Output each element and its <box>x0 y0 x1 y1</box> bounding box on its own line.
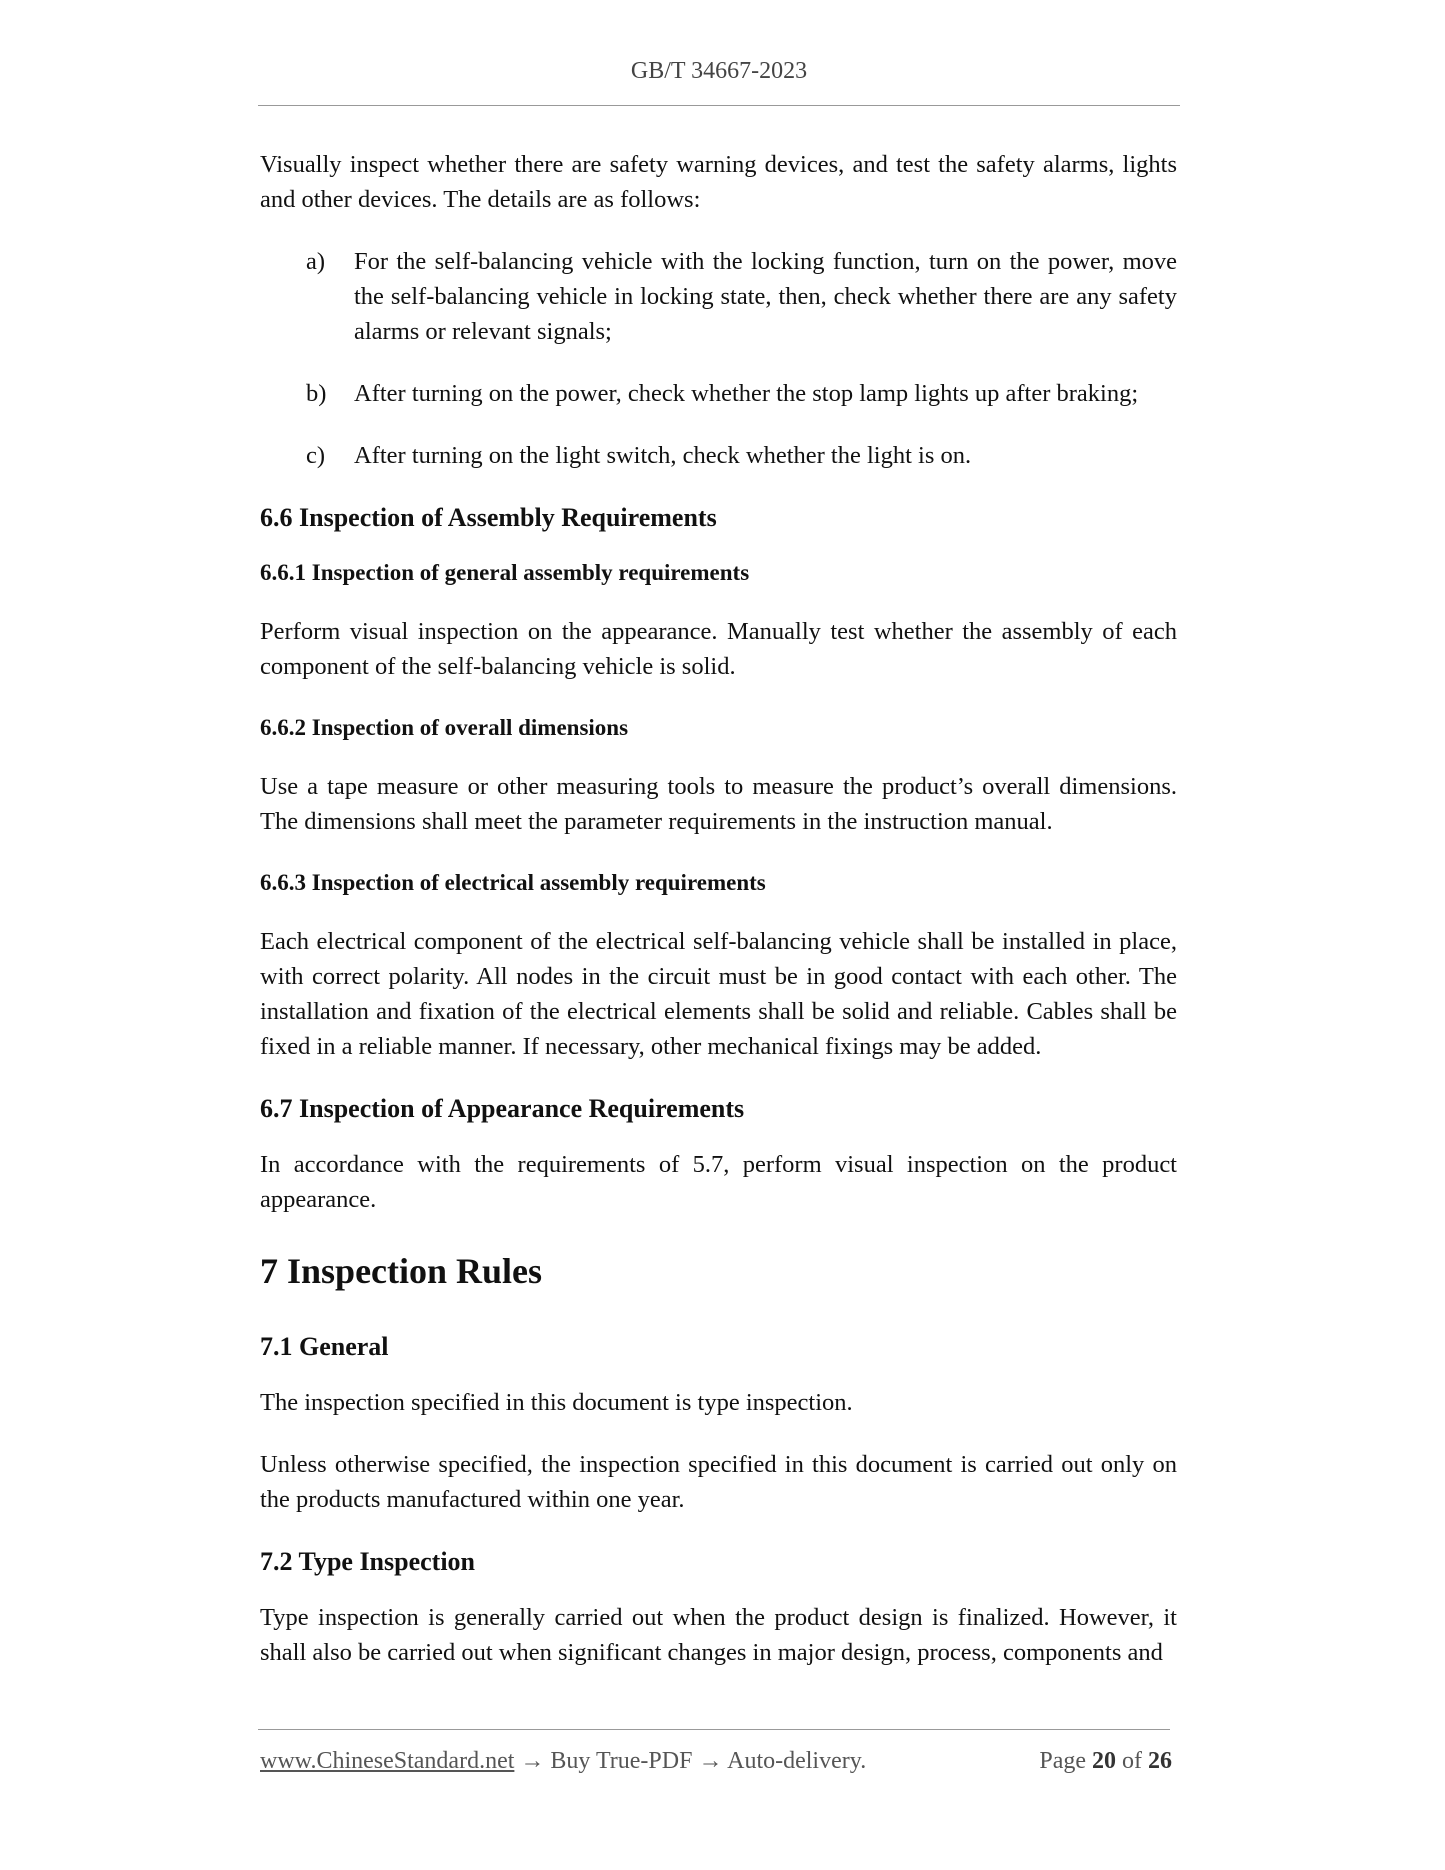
list-marker: b) <box>306 380 327 407</box>
page-header: GB/T 34667-2023 <box>630 58 808 84</box>
of-label: of <box>1122 1748 1142 1774</box>
footer-tagline: → Buy True-PDF → Auto-delivery. <box>514 1748 867 1774</box>
chapter-heading-7: 7 Inspection Rules <box>260 1251 543 1291</box>
section-heading-7-2: 7.2 Type Inspection <box>260 1547 476 1576</box>
page-footer <box>260 1744 1172 1778</box>
paragraph-7-2: Type inspection is generally carried out when the product design is finalized. However, it shall also be carried out when significant changes in major design, process, components and <box>260 1604 1177 1666</box>
page-indicator <box>1039 1744 1172 1778</box>
list-item <box>260 244 1177 349</box>
intro-paragraph: Visually inspect whether there are safety warning devices, and test the safety alarms, lights and other devices. The details are as follows: <box>260 151 1177 213</box>
page-label: Page <box>1039 1748 1086 1774</box>
footer-divider <box>258 1729 1170 1730</box>
paragraph-6-6-1: Perform visual inspection on the appearance. Manually test whether the assembly of each component of the self-balancing vehicle is solid. <box>260 618 1177 680</box>
list-item <box>260 438 1177 473</box>
list-text: After turning on the power, check whether the stop lamp lights up after braking; <box>354 380 1139 407</box>
website-link[interactable]: www.ChineseStandard.net <box>260 1748 515 1774</box>
document-body <box>260 147 1177 1697</box>
paragraph-7-1-a: The inspection specified in this document is type inspection. <box>260 1389 853 1416</box>
section-heading-6-6: 6.6 Inspection of Assembly Requirements <box>260 503 717 532</box>
list-text: For the self-balancing vehicle with the locking function, turn on the power, move the self-balancing vehicle in locking state, then, check whether there are any safety alarms or relevant signals; <box>354 248 1177 345</box>
section-heading-6-7: 6.7 Inspection of Appearance Requirements <box>260 1094 745 1123</box>
subsection-heading-6-6-2: 6.6.2 Inspection of overall dimensions <box>260 715 629 740</box>
paragraph-6-7: In accordance with the requirements of 5.7, perform visual inspection on the product appearance. <box>260 1151 1177 1213</box>
subsection-heading-6-6-1: 6.6.1 Inspection of general assembly requirements <box>260 560 750 585</box>
list-marker: a) <box>306 248 326 275</box>
subsection-heading-6-6-3: 6.6.3 Inspection of electrical assembly requirements <box>260 870 766 895</box>
paragraph-6-6-2: Use a tape measure or other measuring tools to measure the product’s overall dimensions. The dimensions shall meet the parameter requirements in the instruction manual. <box>260 773 1177 835</box>
section-heading-7-1: 7.1 General <box>260 1332 389 1361</box>
page-number: 20 <box>1092 1748 1116 1774</box>
list-item <box>260 376 1177 411</box>
paragraph-6-6-3: Each electrical component of the electrical self-balancing vehicle shall be installed in place, with correct polarity. All nodes in the circuit must be in good contact with each other. The installation and fixation of the electrical elements shall be solid and reliable. Cables shall be fixed in a reliable manner. If necessary, other mechanical fixings may be added. <box>260 928 1177 1060</box>
header-divider <box>258 105 1180 106</box>
total-pages: 26 <box>1148 1748 1172 1774</box>
list-marker: c) <box>306 442 326 469</box>
paragraph-7-1-b: Unless otherwise specified, the inspection specified in this document is carried out only on the products manufactured within one year. <box>260 1451 1177 1513</box>
list-text: After turning on the light switch, check whether the light is on. <box>354 442 972 469</box>
